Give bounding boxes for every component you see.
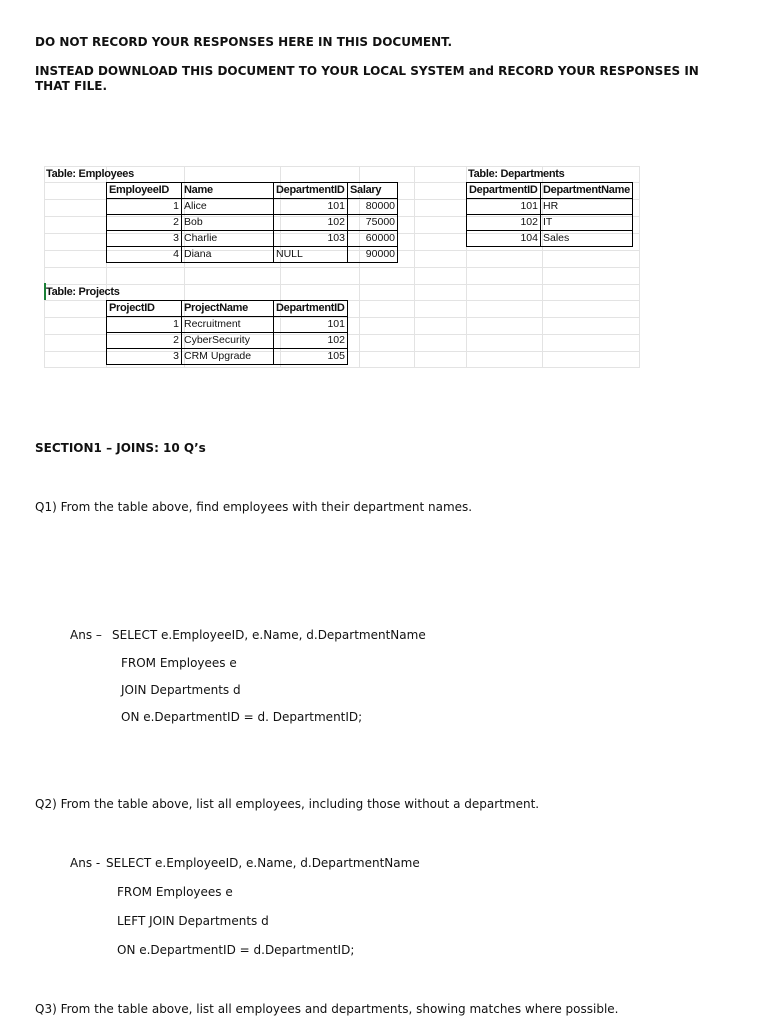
employee-salary-cell: 90000 [348,247,398,263]
employees-header-cell: Salary [348,183,398,199]
department-name-cell: IT [541,215,633,231]
employee-dept-cell: 101 [274,199,348,215]
project-name-cell: Recruitment [182,317,274,333]
gridline [44,367,640,368]
employee-salary-cell: 60000 [348,231,398,247]
answer-2-line: FROM Employees e [117,885,233,899]
departments-header-cell: DepartmentName [541,183,633,199]
section-title: SECTION1 – JOINS: 10 Q’s [35,441,206,455]
department-name-cell: HR [541,199,633,215]
table-row [107,231,398,247]
table-row [107,349,348,365]
table-row [107,247,398,263]
employee-id-cell: 4 [107,247,182,263]
question-3: Q3) From the table above, list all employees and departments, showing matches where possible. [35,1002,619,1016]
department-id-cell: 102 [467,215,541,231]
employee-name-cell: Charlie [182,231,274,247]
departments-table-label: Table: Departments [468,168,565,180]
project-id-cell: 1 [107,317,182,333]
project-id-cell: 3 [107,349,182,365]
employee-dept-cell: NULL [274,247,348,263]
table-row [467,199,633,215]
gridline [44,284,640,285]
employee-id-cell: 1 [107,199,182,215]
project-name-cell: CRM Upgrade [182,349,274,365]
employees-header-cell: EmployeeID [107,183,182,199]
answer-2-line: ON e.DepartmentID = d.DepartmentID; [117,943,355,957]
projects-header-cell: ProjectName [182,301,274,317]
table-row [467,231,633,247]
employees-header-cell: DepartmentID [274,183,348,199]
employee-name-cell: Bob [182,215,274,231]
department-id-cell: 101 [467,199,541,215]
gridline [44,166,45,368]
answer-1-line: ON e.DepartmentID = d. DepartmentID; [121,710,363,724]
notice-line-2: INSTEAD DOWNLOAD THIS DOCUMENT TO YOUR LOCAL SYSTEM and RECORD YOUR RESPONSES IN THAT FILE. [35,64,699,93]
employee-salary-cell: 80000 [348,199,398,215]
employees-header-cell: Name [182,183,274,199]
employee-id-cell: 3 [107,231,182,247]
project-dept-cell: 105 [274,349,348,365]
question-1: Q1) From the table above, find employees with their department names. [35,500,473,514]
employees-table [106,182,398,263]
answer-1-line: FROM Employees e [121,656,237,670]
departments-table [466,182,633,247]
answer-2-line: SELECT e.EmployeeID, e.Name, d.DepartmentName [106,856,420,870]
department-name-cell: Sales [541,231,633,247]
projects-header-cell: DepartmentID [274,301,348,317]
table-row [107,199,398,215]
employee-salary-cell: 75000 [348,215,398,231]
table-row [107,333,348,349]
table-row [107,317,348,333]
answer-1-line: SELECT e.EmployeeID, e.Name, d.DepartmentName [112,628,426,642]
departments-header-cell: DepartmentID [467,183,541,199]
projects-table-label: Table: Projects [46,286,120,298]
table-row [467,215,633,231]
employees-table-label: Table: Employees [46,168,134,180]
answer-2-prefix: Ans - [70,856,101,870]
employee-dept-cell: 103 [274,231,348,247]
employee-name-cell: Diana [182,247,274,263]
gridline [639,166,640,368]
question-2: Q2) From the table above, list all employees, including those without a department. [35,797,540,811]
department-id-cell: 104 [467,231,541,247]
employee-dept-cell: 102 [274,215,348,231]
project-dept-cell: 101 [274,317,348,333]
notice-line-1: DO NOT RECORD YOUR RESPONSES HERE IN THIS DOCUMENT. [35,35,453,49]
employee-name-cell: Alice [182,199,274,215]
projects-header-cell: ProjectID [107,301,182,317]
project-name-cell: CyberSecurity [182,333,274,349]
answer-1-line: JOIN Departments d [121,683,241,697]
answer-2-line: LEFT JOIN Departments d [117,914,269,928]
spreadsheet-snapshot [44,166,640,368]
project-id-cell: 2 [107,333,182,349]
gridline [44,267,640,268]
project-dept-cell: 102 [274,333,348,349]
answer-1-prefix: Ans – [70,628,102,642]
table-row [107,215,398,231]
employee-id-cell: 2 [107,215,182,231]
projects-table [106,300,348,365]
gridline [414,166,415,368]
